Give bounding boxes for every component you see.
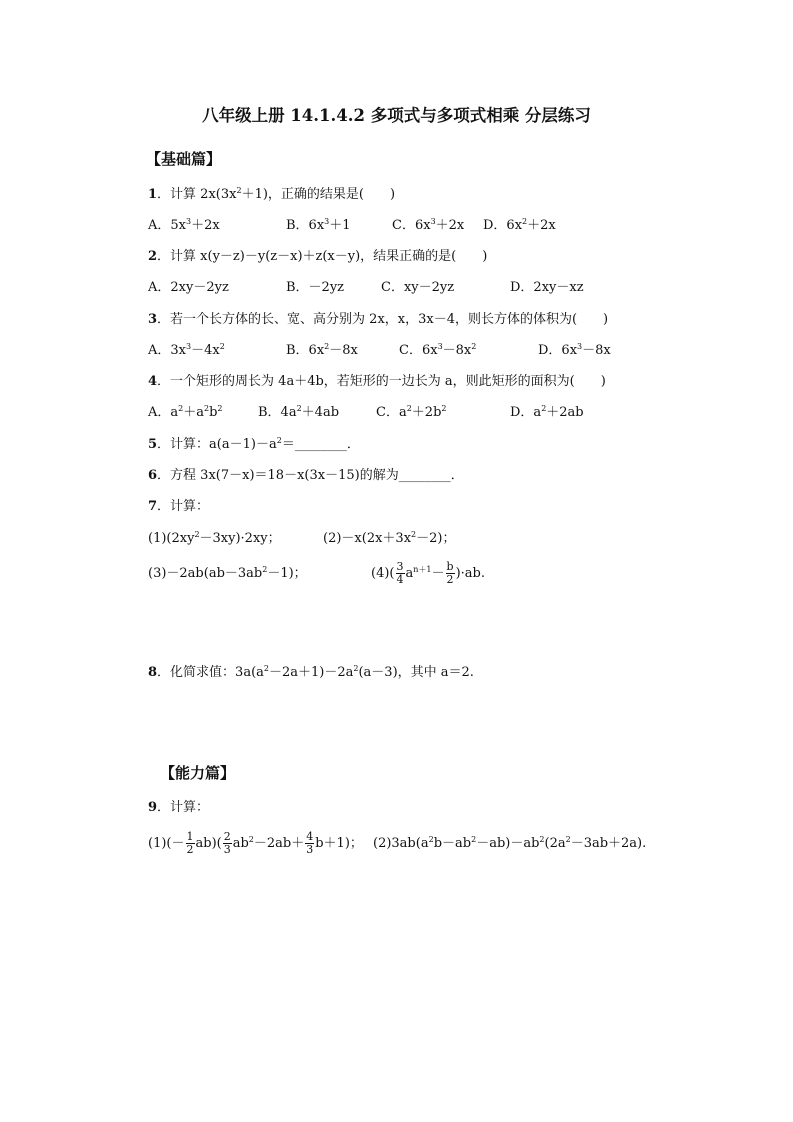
text-fragment: b [209, 405, 218, 420]
question-9-part-1 [148, 826, 363, 862]
option-b[interactable] [286, 217, 351, 235]
text-fragment: 2 [186, 843, 194, 856]
question-text: ．一个矩形的周长为 4a＋4b，若矩形的一边长为 a，则此矩形的面积为( ) [157, 374, 606, 389]
superscript: 2 [219, 342, 225, 351]
question-9 [148, 799, 209, 817]
superscript: 2 [471, 342, 477, 351]
text-fragment: (1)(2xy [148, 531, 195, 546]
question-8 [148, 664, 474, 682]
question-4 [148, 373, 606, 391]
question-7-part-2 [323, 530, 455, 548]
text-fragment: －8x [442, 343, 472, 358]
superscript: 3 [577, 342, 583, 351]
fraction [223, 831, 232, 856]
superscript: 2 [178, 404, 184, 413]
text-fragment: －3xy)·2xy； [199, 531, 281, 546]
text-fragment: 2 [446, 573, 454, 586]
text-fragment: － [431, 566, 445, 581]
text-fragment: C．6x [399, 343, 438, 358]
superscript: 2 [194, 530, 200, 539]
text-fragment: ＋2b [411, 405, 442, 420]
superscript: 2 [539, 835, 545, 844]
text-fragment: (2)－x(2x＋3x [323, 531, 412, 546]
superscript: 2 [411, 530, 417, 539]
question-number: 5 [148, 437, 158, 452]
text-fragment: 3 [306, 843, 314, 856]
superscript: 2 [296, 404, 302, 413]
text-fragment: ab [232, 836, 249, 851]
text-fragment: 3 [223, 843, 231, 856]
superscript: 2 [441, 404, 447, 413]
text-fragment: ＋1 [329, 218, 351, 233]
option-d[interactable]: D．2xy－xz [510, 280, 584, 295]
fraction [396, 561, 405, 586]
text-fragment: B．6x [286, 343, 325, 358]
question-text: ．计算：a(a－1)－a [157, 437, 277, 452]
option-c[interactable]: C．xy－2yz [381, 280, 455, 295]
text-fragment: A．a [148, 405, 179, 420]
fraction [186, 831, 195, 856]
text-fragment: －2a＋1)－2a [269, 665, 354, 680]
question-number: 7 [148, 499, 158, 514]
question-number: 4 [148, 374, 158, 389]
question-text: ．方程 3x(7－x)＝18－x(3x－15)的解为________． [157, 468, 464, 483]
text-fragment: ＋2x [435, 218, 465, 233]
superscript: 2 [262, 565, 268, 574]
text-fragment: A．5x [148, 218, 186, 233]
superscript: 2 [353, 664, 359, 673]
text-fragment: －1)； [267, 566, 307, 581]
text-fragment: a [405, 566, 414, 581]
text-fragment: (3)－2ab(ab－3ab [148, 566, 263, 581]
question-7 [148, 498, 209, 516]
option-b[interactable] [286, 342, 358, 360]
superscript: 2 [471, 835, 477, 844]
answer-blank[interactable]: ＝________． [281, 437, 360, 452]
text-fragment: ＋2x [527, 218, 556, 233]
superscript: 2 [248, 835, 254, 844]
superscript: 3 [430, 217, 436, 226]
text-fragment: B．6x [286, 218, 325, 233]
page-title: 八年级上册 14.1.4.2 多项式与多项式相乘 分层练习 [202, 106, 591, 125]
option-a[interactable]: A．2xy－2yz [148, 280, 229, 295]
text-fragment: 2 [223, 830, 231, 843]
superscript: 3 [324, 217, 330, 226]
superscript: 2 [276, 436, 282, 445]
text-fragment: (a－3)，其中 a＝2. [358, 665, 474, 680]
question-7-part-4 [371, 556, 485, 592]
text-fragment: (2a [544, 836, 566, 851]
text-fragment: B．4a [258, 405, 297, 420]
option-c[interactable] [392, 217, 464, 235]
superscript: n＋1 [413, 565, 432, 574]
text-fragment: －8x [329, 343, 358, 358]
question-text: ．计算 2x(3x [157, 187, 237, 202]
text-fragment: ＋a [183, 405, 204, 420]
fraction [446, 561, 455, 586]
question-7-part-1 [148, 530, 281, 548]
question-text: ．若一个长方体的长、宽、高分别为 2x，x，3x－4，则长方体的体积为( ) [157, 312, 609, 327]
text-fragment: －2ab＋ [253, 836, 305, 851]
superscript: 2 [263, 664, 269, 673]
section-ability-heading: 【能力篇】 [160, 764, 236, 782]
text-fragment: 4 [396, 573, 404, 586]
text-fragment: ．化简求值：3a(a [157, 665, 264, 680]
question-number: 1 [148, 187, 158, 202]
option-d[interactable] [510, 404, 584, 422]
question-6 [148, 467, 464, 485]
option-a[interactable] [148, 342, 225, 360]
option-c[interactable] [399, 342, 476, 360]
text-fragment: －8x [582, 343, 611, 358]
question-text: ＋1)，正确的结果是( ) [241, 187, 396, 202]
text-fragment: －2)； [416, 531, 456, 546]
text-fragment: D．6x [483, 218, 523, 233]
question-text: ．计算： [157, 499, 210, 514]
question-7-part-3 [148, 565, 307, 583]
option-d[interactable] [483, 217, 556, 235]
text-fragment: －ab)－ab [476, 836, 540, 851]
text-fragment: b [446, 560, 454, 573]
text-fragment: (2)3ab(a [373, 836, 429, 851]
text-fragment: ＋2ab [546, 405, 584, 420]
option-b[interactable]: B．－2yz [286, 280, 345, 295]
question-2 [148, 248, 487, 266]
text-fragment: ＋4ab [301, 405, 340, 420]
option-b[interactable] [258, 404, 339, 422]
text-fragment: C．a [376, 405, 407, 420]
option-c[interactable] [376, 404, 446, 422]
text-fragment: b＋1)； [315, 836, 363, 851]
option-a[interactable] [148, 217, 220, 235]
option-d[interactable] [538, 342, 611, 360]
question-number: 2 [148, 249, 158, 264]
superscript: 3 [437, 342, 443, 351]
question-number: 3 [148, 312, 158, 327]
text-fragment: 1 [186, 830, 194, 843]
text-fragment: 3 [396, 560, 404, 573]
section-basic-heading: 【基础篇】 [146, 150, 222, 168]
superscript: 2 [217, 404, 223, 413]
superscript: 2 [428, 835, 434, 844]
superscript: 2 [541, 404, 547, 413]
question-9-part-2 [373, 835, 646, 853]
text-fragment: )·ab. [455, 566, 485, 581]
text-fragment: D．a [510, 405, 542, 420]
question-1 [148, 186, 395, 204]
question-number: 8 [148, 665, 158, 680]
fraction [305, 831, 314, 856]
question-5 [148, 436, 360, 454]
text-fragment: D．6x [538, 343, 578, 358]
superscript: 2 [565, 835, 571, 844]
text-fragment: b－ab [433, 836, 472, 851]
question-3 [148, 311, 608, 329]
text-fragment: ab)( [195, 836, 222, 851]
text-fragment: －3ab＋2a). [570, 836, 647, 851]
superscript: 2 [204, 404, 210, 413]
superscript: 3 [186, 342, 192, 351]
question-number: 9 [148, 800, 158, 815]
text-fragment: (4)( [371, 566, 395, 581]
text-fragment: C．6x [392, 218, 431, 233]
question-text: ．计算： [157, 800, 210, 815]
text-fragment: (1)(－ [148, 836, 185, 851]
option-a[interactable] [148, 404, 223, 422]
superscript: 2 [324, 342, 330, 351]
question-text: ．计算 x(y－z)－y(z－x)＋z(x－y)，结果正确的是( ) [157, 249, 488, 264]
question-number: 6 [148, 468, 158, 483]
superscript: 3 [186, 217, 192, 226]
text-fragment: A．3x [148, 343, 186, 358]
superscript: 2 [522, 217, 528, 226]
superscript: 2 [236, 186, 242, 195]
text-fragment: ＋2x [191, 218, 220, 233]
text-fragment: 4 [306, 830, 314, 843]
text-fragment: －4x [191, 343, 220, 358]
superscript: 2 [406, 404, 412, 413]
